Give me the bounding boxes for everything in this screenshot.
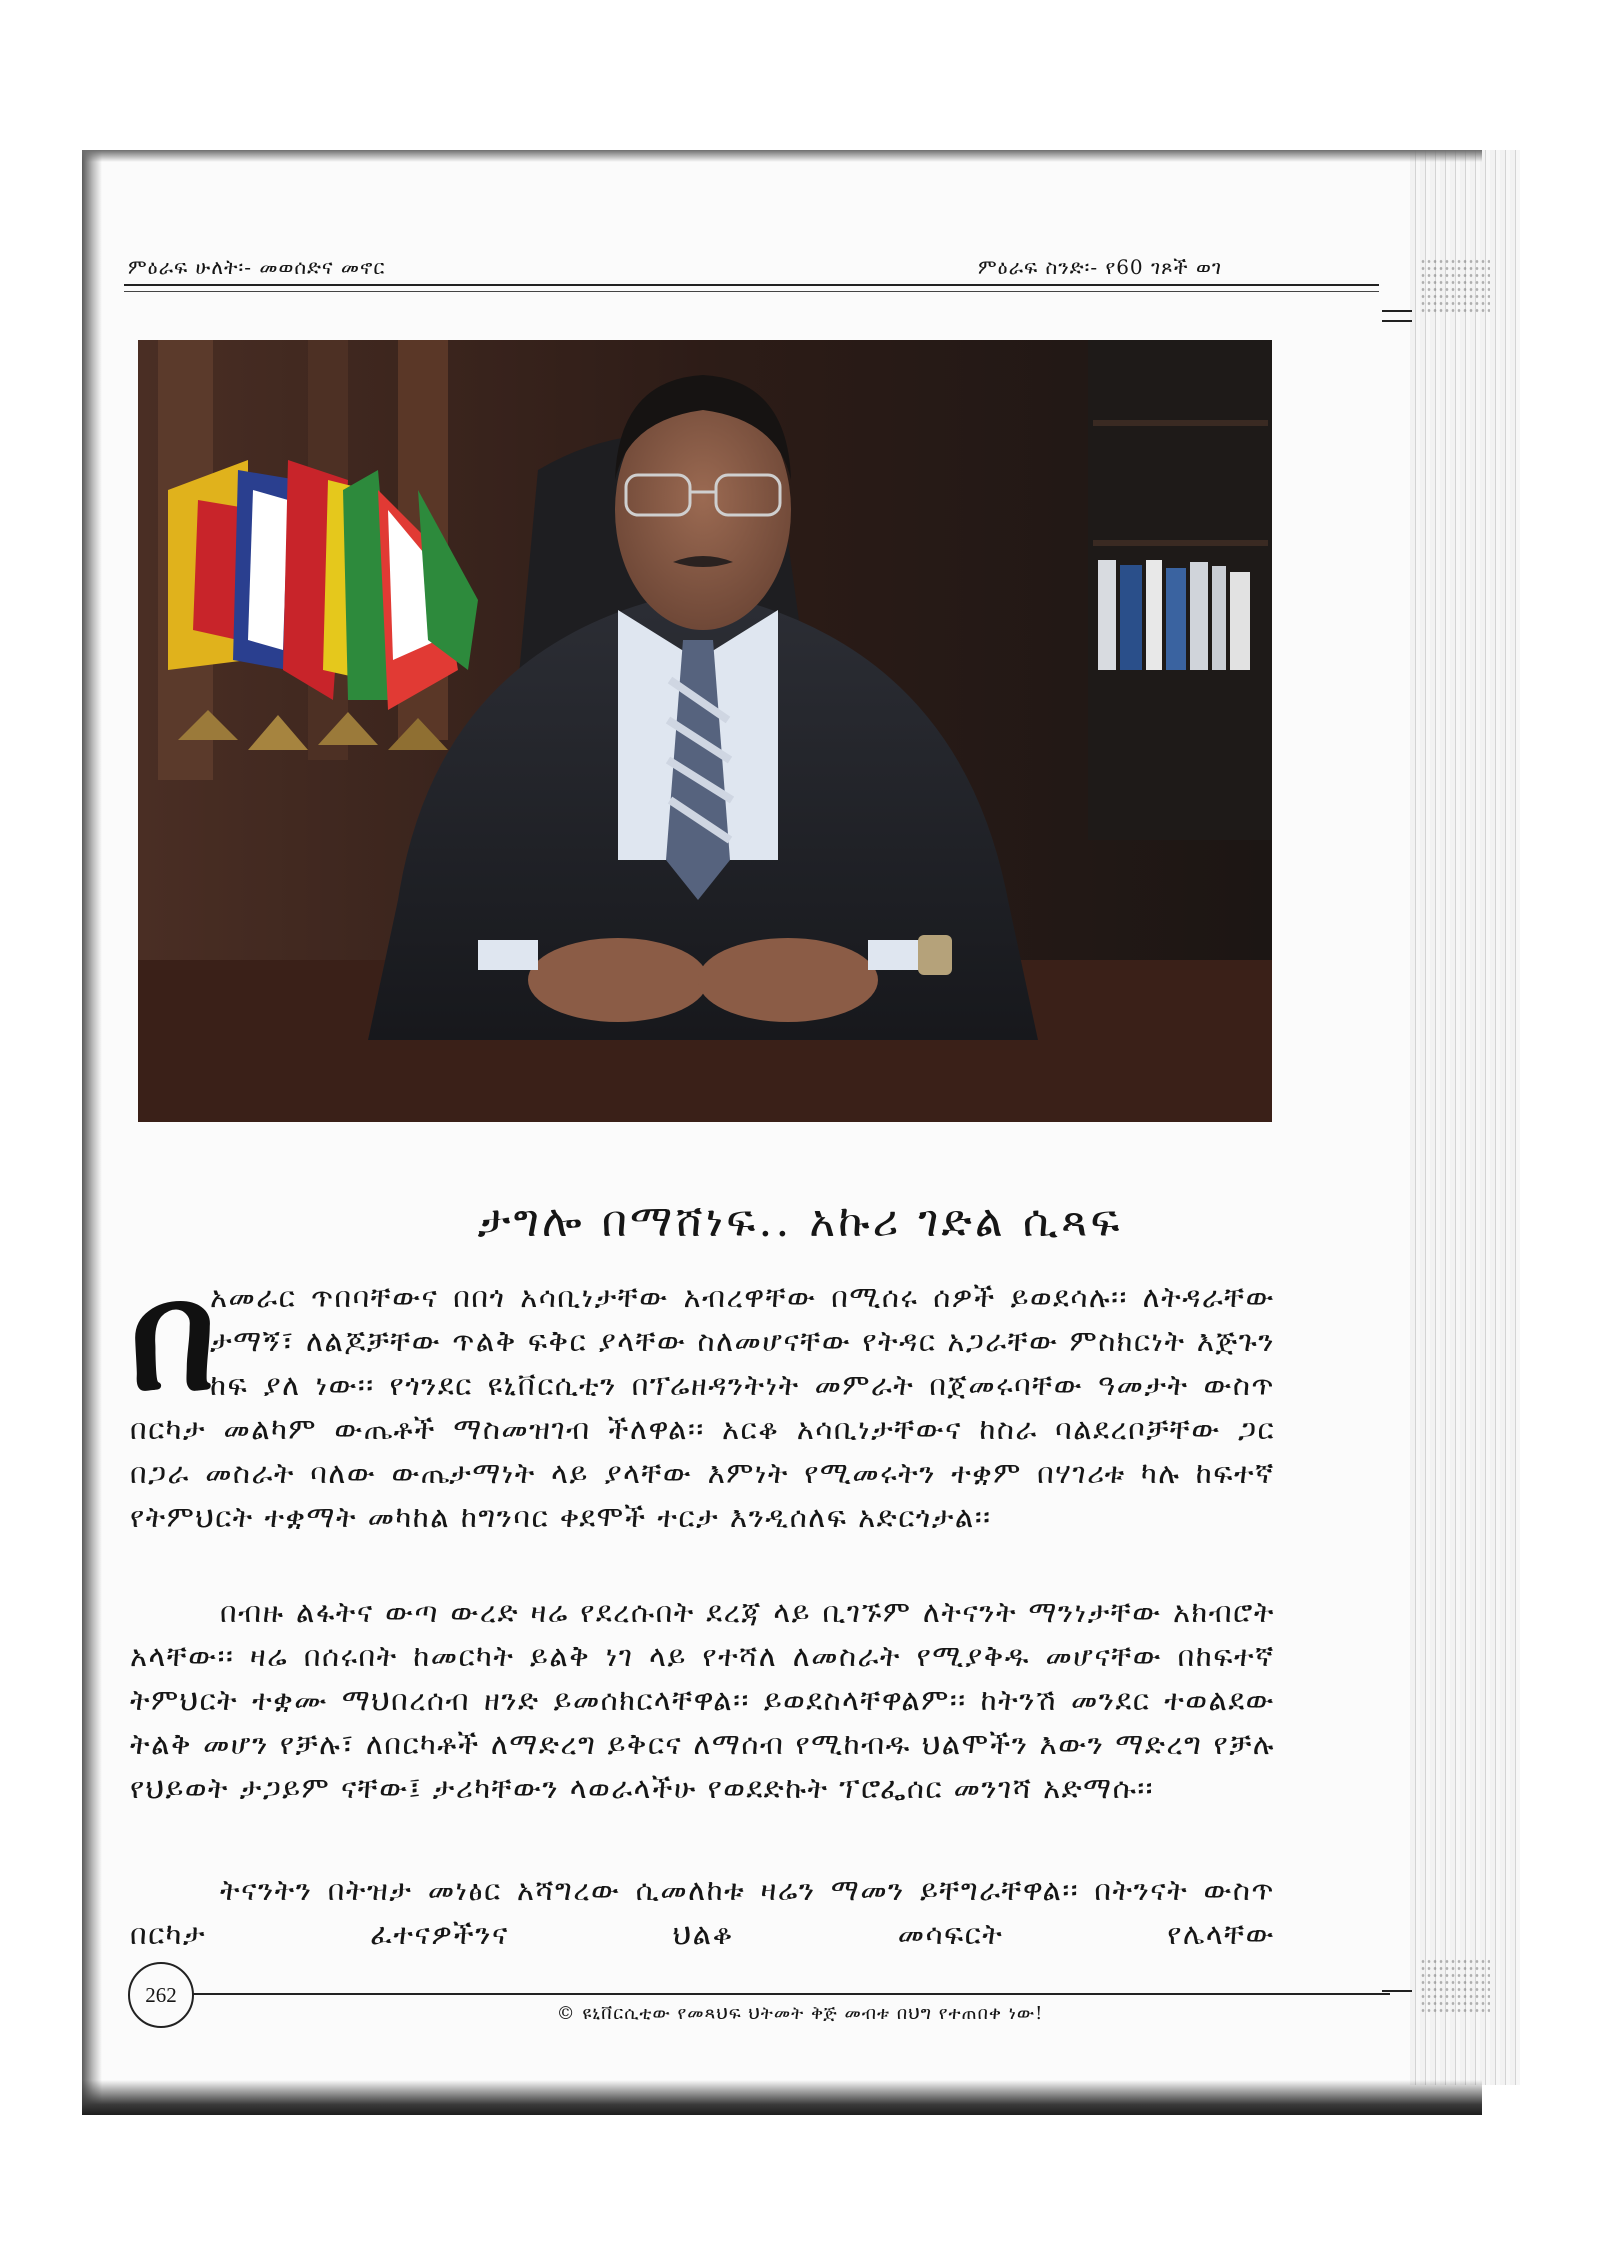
side-tick (1382, 1990, 1412, 1992)
article-paragraph-3: ትናንትን በትዝታ መነፅር አሻግረው ሲመለከቱ ዛሬን ማመን ይቸግራቸዋል፡፡ በትንናት ውስጥ በርካታ ፈተናዎችንና ህልቆ መሳፍርት የሌላቸው (130, 1873, 1275, 1951)
page-edges (1410, 150, 1520, 2085)
article-paragraph-2: በብዙ ልፋትና ውጣ ውረድ ዛሬ የደረሱበት ደረጃ ላይ ቢገኙም ለትናንት ማንነታቸው አክብሮት አላቸው፡፡ ዛሬ በሰሩበት ከመርካት ይልቅ ነገ ላይ የተሻለ ለመስራት የሚያቅዱ መሆናቸው በከፍተኛ ትምህርት ተቋሙ ማህበረሰብ ዘንድ ይመሰክርላቸዋል፡፡ ይወደስላቸዋልም፡፡ ከትንሽ መንደር ተወልደው ትልቅ መሆን የቻሉ፣ ለበርካቶች ለማድረግ ይቅርና ለማሰብ የሚከብዱ ህልሞችን እውን ማድረግ የቻሉ የህይወት ታጋይም ናቸው፤ ታሪካቸውን ላወራላችሁ የወደድኩት ፕሮፌሰር መንገሻ አድማሱ፡፡ (130, 1595, 1275, 1805)
paragraph-1-text: አመራር ጥበባቸውና በበጎ አሳቢነታቸው አብረዋቸው በሚሰሩ ሰዎች ይወደሳሉ፡፡ ለትዳራቸው ታማኝ፣ ለልጆቻቸው ጥልቅ ፍቅር ያላቸው ስለመሆናቸው የትዳር አጋራቸው ምስክርነት እጅጉን ከፍ ያለ ነው፡፡ የጎንደር ዩኒቨርሲቲን በፕሬዘዳንትነት መምራት በጀመሩባቸው ዓመታት ውስጥ በርካታ መልካም ውጤቶች ማስመዝገብ ችለዋል፡፡ አርቆ አሳቢነታቸውና ከስራ ባልደረቦቻቸው ጋር በጋራ መስራት ባለው ውጤታማነት ላይ ያላቸው እምነት የሚመሩትን ተቋም በሃገሪቱ ካሉ ከፍተኛ የትምህርት ተቋማት መካከል ከግንባር ቀደሞች ተርታ እንዲሰለፍ አድርጎታል፡፡ (130, 1280, 1275, 1534)
running-header-right: ምዕራፍ ስንድ፡- የ60 ገጾች ወገ (978, 255, 1223, 279)
page-number: 262 (128, 1962, 194, 2028)
drop-cap: በ (130, 1248, 216, 1424)
side-tick (1382, 320, 1412, 322)
binding-shadow (82, 150, 102, 2115)
side-tick (1382, 310, 1412, 312)
copyright-notice: © ዩኒቨርሲቲው የመጻህፍ ህትመት ቅጅ መብቱ በህግ የተጠበቀ ነው! (556, 2003, 1044, 2024)
header-rule-thin (124, 291, 1379, 292)
top-shadow (82, 150, 1482, 162)
footer-rule (190, 1993, 1390, 1995)
scan-speckle (1420, 258, 1490, 313)
running-header-left: ምዕራፍ ሁለት፡- መወሰድና መኖር (128, 255, 386, 279)
article-paragraph-1 (130, 1248, 1275, 1539)
header-rule (124, 284, 1379, 286)
bottom-shadow (82, 2080, 1482, 2115)
portrait-photo (138, 340, 1272, 1122)
article-headline: ታግሎ በማሸነፍ.. አኩሪ ገድል ሲጻፍ (477, 1196, 1123, 1247)
